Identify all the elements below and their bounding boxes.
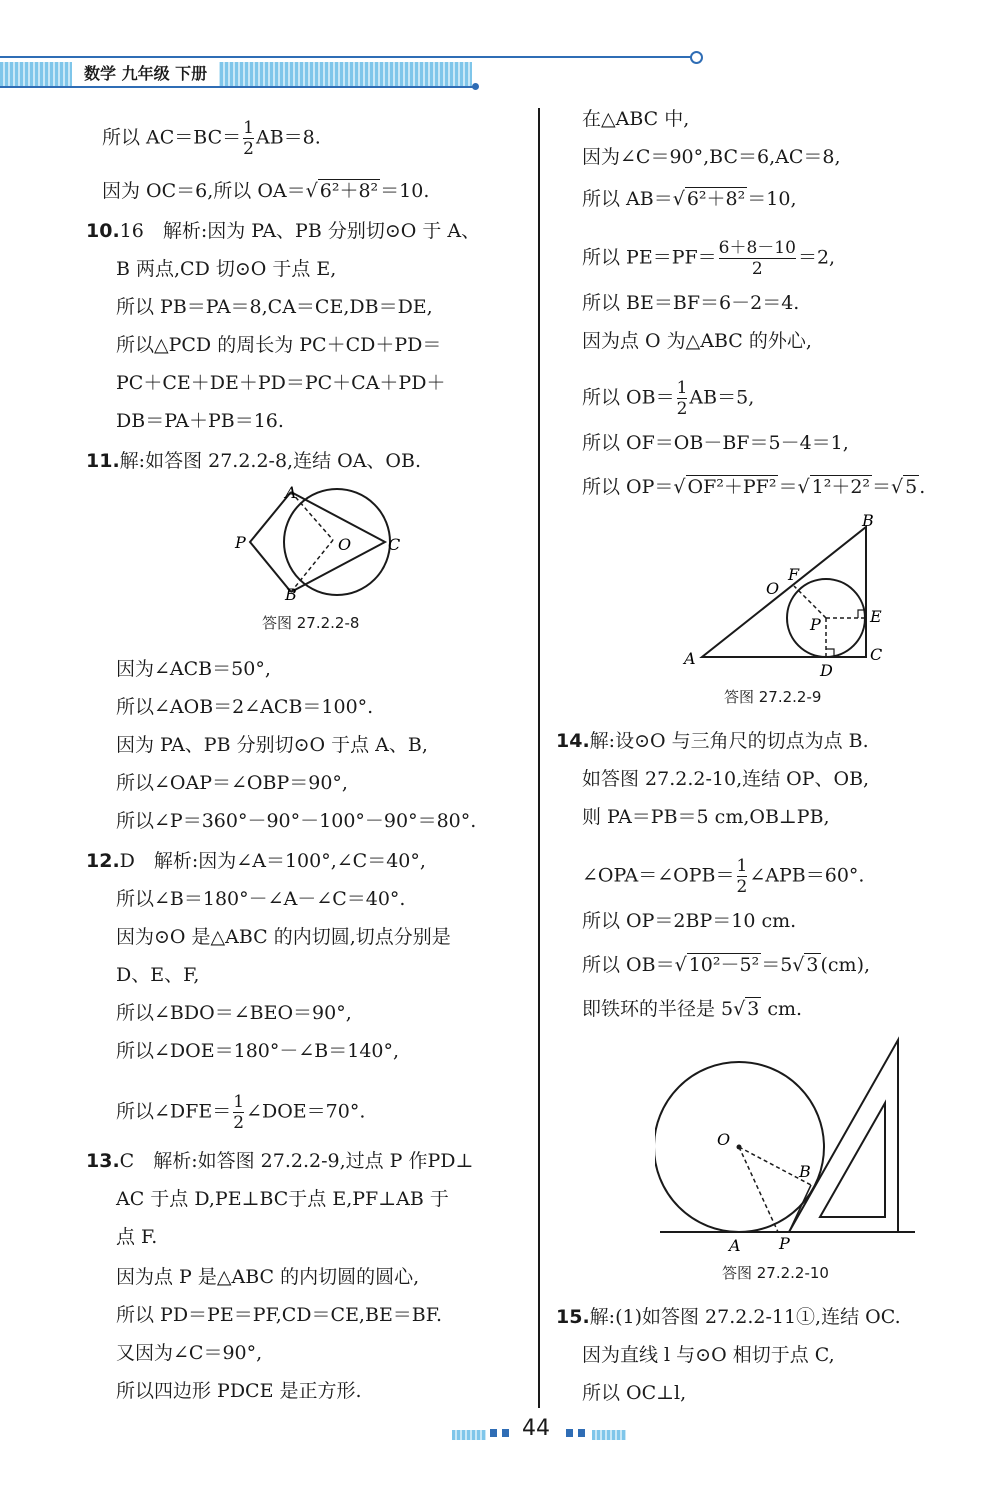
fig10-label-O: O: [717, 1130, 731, 1149]
fig8-label-P: P: [235, 533, 246, 552]
left-line-1: 所以 AC＝BC＝ $\frac{1}{2}$ AB＝8.: [102, 118, 321, 159]
right-line: 所以 OB＝ $\frac{1}{2}$ AB＝5,: [582, 378, 755, 419]
figure-caption: 答图 27.2.2-9: [724, 688, 822, 706]
header-dot-ornament: [472, 83, 479, 90]
q11-line: 因为 PA、PB 分别切⊙O 于点 A、B,: [116, 734, 428, 756]
q14-head: 14.解:设⊙O 与三角尺的切点为点 B.: [556, 730, 869, 752]
footer-square: [502, 1429, 509, 1437]
q11-head: 11.解:如答图 27.2.2-8,连结 OA、OB.: [86, 450, 422, 472]
fig10-label-B: B: [799, 1162, 811, 1181]
fig10-label-A: A: [729, 1236, 741, 1255]
right-line: 所以 BE＝BF＝6－2＝4.: [582, 292, 800, 314]
right-line: 所以 OF＝OB－BF＝5－4＝1,: [582, 432, 849, 454]
page-number: 44: [522, 1416, 550, 1441]
fig10-label-P: P: [779, 1234, 790, 1253]
fig8-label-O: O: [338, 535, 352, 554]
q13-head: 13.C 解析:如答图 27.2.2-9,过点 P 作PD⊥: [86, 1150, 474, 1172]
footer-square: [566, 1429, 573, 1437]
header-band: [0, 62, 472, 86]
q15-line: 所以 OC⊥l,: [582, 1382, 687, 1404]
fig9-label-F: F: [788, 565, 800, 584]
header-rule-bottom: [0, 86, 476, 88]
q13-line: 点 F.: [116, 1226, 158, 1248]
fig8-label-C: C: [388, 535, 401, 554]
q15-head: 15.解:(1)如答图 27.2.2-11①,连结 OC.: [556, 1306, 901, 1328]
right-line: 因为点 O 为△ABC 的外心,: [582, 330, 812, 352]
q12-head: 12.D 解析:因为∠A＝100°,∠C＝40°,: [86, 850, 426, 872]
q12-line: 所以∠BDO＝∠BEO＝90°,: [116, 1002, 352, 1024]
q14-line: 即铁环的半径是 5√ 3 cm.: [582, 998, 803, 1020]
figure-27-2-2-9: [680, 510, 900, 680]
fig9-label-D: D: [820, 661, 833, 680]
fig9-label-C: C: [870, 645, 883, 664]
fig9-label-O: O: [766, 579, 780, 598]
right-line: 所以 PE＝PF＝ $\frac{6+8-10}{2}$ ＝2,: [582, 238, 836, 279]
q10-line: 所以 PB＝PA＝8,CA＝CE,DB＝DE,: [116, 296, 433, 318]
figure-27-2-2-8: [225, 480, 415, 610]
figure-caption: 答图 27.2.2-10: [722, 1264, 829, 1282]
fig8-label-A: A: [285, 483, 297, 502]
q14-line: 如答图 27.2.2-10,连结 OP、OB,: [582, 768, 870, 790]
q10-line: 所以△PCD 的周长为 PC＋CD＋PD＝: [116, 334, 442, 356]
fraction: $\frac{1}{2}$: [676, 378, 688, 419]
fraction: $\frac{1}{2}$: [243, 118, 254, 159]
fig9-label-B: B: [862, 511, 874, 530]
q12-line: 所以∠DOE＝180°－∠B＝140°,: [116, 1040, 400, 1062]
left-line-2: 因为 OC＝6,所以 OA＝√ 6²＋8² ＝10.: [102, 180, 430, 202]
q12-line: 所以∠DFE＝ $\frac{1}{2}$ ∠DOE＝70°.: [116, 1092, 366, 1133]
q13-line: 所以四边形 PDCE 是正方形.: [116, 1380, 362, 1402]
q13-line: 所以 PD＝PE＝PF,CD＝CE,BE＝BF.: [116, 1304, 443, 1326]
footer-band-right: [592, 1430, 626, 1440]
q11-line: 所以∠P＝360°－90°－100°－90°＝80°.: [116, 810, 477, 832]
q10-line: PC＋CE＋DE＋PD＝PC＋CA＋PD＋: [116, 372, 446, 394]
q10-line: B 两点,CD 切⊙O 于点 E,: [116, 258, 337, 280]
q11-line: 因为∠ACB＝50°,: [116, 658, 271, 680]
q14-line: ∠OPA＝∠OPB＝ $\frac{1}{2}$ ∠APB＝60°.: [582, 856, 865, 897]
fig9-label-E: E: [870, 607, 882, 626]
q14-line: 则 PA＝PB＝5 cm,OB⊥PB,: [582, 806, 830, 828]
header-label: 数学 九年级 下册: [72, 62, 219, 86]
q14-line: 所以 OP＝2BP＝10 cm.: [582, 910, 797, 932]
right-line: 因为∠C＝90°,BC＝6,AC＝8,: [582, 146, 841, 168]
q13-line: AC 于点 D,PE⊥BC于点 E,PF⊥AB 于: [116, 1188, 449, 1210]
right-line: 在△ABC 中,: [582, 108, 690, 130]
q13-line: 因为点 P 是△ABC 的内切圆的圆心,: [116, 1266, 420, 1288]
q13-line: 又因为∠C＝90°,: [116, 1342, 263, 1364]
fig9-label-A: A: [684, 649, 696, 668]
header-circle-ornament: [690, 51, 703, 64]
fraction: $\frac{1}{2}$: [736, 856, 748, 897]
q12-line: 所以∠B＝180°－∠A－∠C＝40°.: [116, 888, 406, 910]
q10-line: DB＝PA＋PB＝16.: [116, 410, 284, 432]
q12-line: 因为⊙O 是△ABC 的内切圆,切点分别是: [116, 926, 451, 948]
footer-band-left: [452, 1430, 486, 1440]
q14-line: 所以 OB＝√ 10²－5² ＝5√ 3 (cm),: [582, 954, 871, 976]
column-divider: [538, 108, 540, 1408]
footer-square: [490, 1429, 497, 1437]
q15-line: 因为直线 l 与⊙O 相切于点 C,: [582, 1344, 835, 1366]
q12-line: D、E、F,: [116, 964, 200, 986]
figure-caption: 答图 27.2.2-8: [262, 614, 360, 632]
q10-head: 10.16 解析:因为 PA、PB 分别切⊙O 于 A、: [86, 220, 481, 242]
q11-line: 所以∠AOB＝2∠ACB＝100°.: [116, 696, 374, 718]
fig8-label-B: B: [285, 585, 297, 604]
q11-line: 所以∠OAP＝∠OBP＝90°,: [116, 772, 348, 794]
footer-square: [578, 1429, 585, 1437]
header-rule-top: [0, 56, 692, 58]
fraction: $\frac{1}{2}$: [233, 1092, 245, 1133]
fig9-label-P: P: [810, 615, 821, 634]
right-line: 所以 AB＝√ 6²＋8² ＝10,: [582, 188, 797, 210]
right-line: 所以 OP＝√ OF²＋PF² ＝√ 1²＋2² ＝√ 5 .: [582, 476, 926, 498]
figure-27-2-2-10: [655, 1035, 925, 1260]
fraction: $\frac{6+8-10}{2}$: [718, 238, 796, 279]
